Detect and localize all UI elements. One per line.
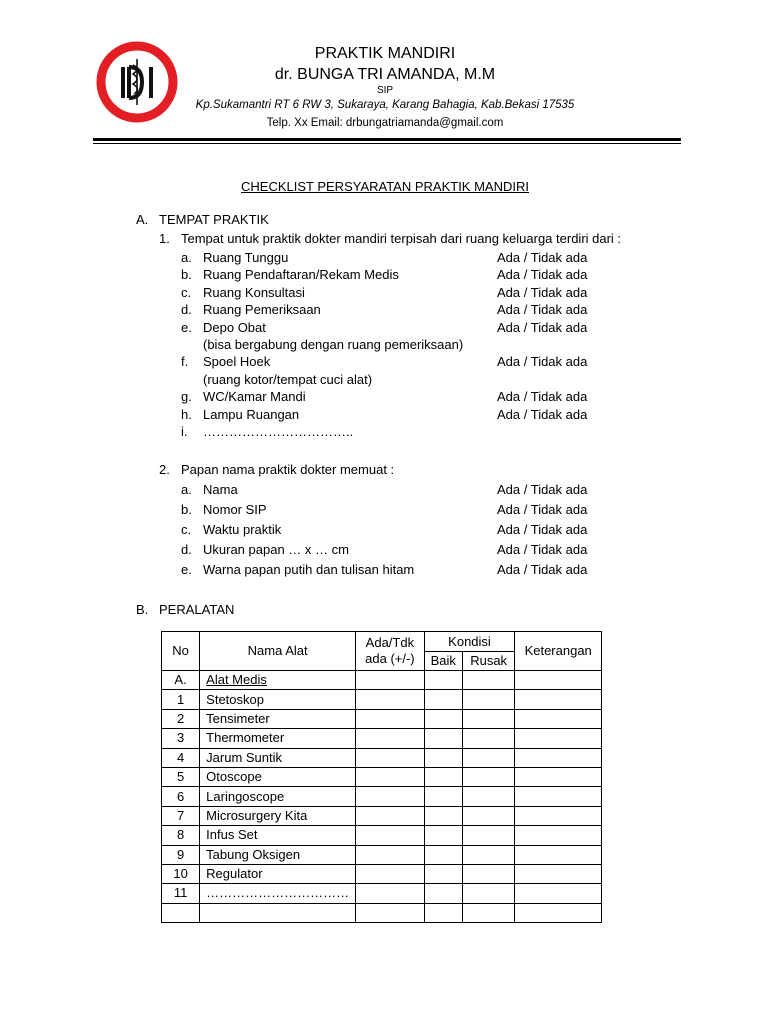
cell-keterangan[interactable] [515, 903, 602, 922]
cell-nama: …………………………… [200, 884, 356, 903]
table-row [162, 864, 602, 883]
cell-baik[interactable] [424, 884, 462, 903]
cell-no: 3 [162, 729, 200, 748]
list-item: Nomor SIP [203, 502, 267, 517]
cell-nama: Tabung Oksigen [200, 845, 356, 864]
col-header-nama: Nama Alat [200, 632, 356, 671]
list-item: WC/Kamar Mandi [203, 389, 306, 404]
list-item: Warna papan putih dan tulisan hitam [203, 562, 415, 577]
list-item-note: (ruang kotor/tempat cuci alat) [203, 372, 373, 387]
cell-no: 11 [162, 884, 200, 903]
status-option: Ada / Tidak ada [497, 302, 588, 317]
cell-nama: Laringoscope [200, 787, 356, 806]
cell-no: 2 [162, 709, 200, 728]
status-option: Ada / Tidak ada [497, 389, 588, 404]
list-letter: i. [181, 424, 188, 439]
cell-keterangan[interactable] [515, 767, 602, 786]
status-option: Ada / Tidak ada [497, 320, 588, 335]
cell-keterangan[interactable] [515, 826, 602, 845]
list-letter: b. [181, 267, 192, 282]
cell-nama: Infus Set [200, 826, 356, 845]
table-row [162, 767, 602, 786]
table-row [162, 729, 602, 748]
list-item: Lampu Ruangan [203, 407, 300, 422]
cell-no: A. [162, 671, 200, 690]
q1-number: 1. [159, 231, 170, 246]
cell-rusak[interactable] [462, 845, 514, 864]
list-letter: e. [181, 320, 192, 335]
status-option: Ada / Tidak ada [497, 267, 588, 282]
list-letter: d. [181, 302, 192, 317]
cell-no: 1 [162, 690, 200, 709]
cell-nama: Stetoskop [200, 690, 356, 709]
cell-ada[interactable] [356, 729, 424, 748]
status-option: Ada / Tidak ada [497, 502, 588, 517]
list-letter: h. [181, 407, 192, 422]
col-header-ada-line2: ada (+/-) [365, 651, 415, 666]
address: Kp.Sukamantri RT 6 RW 3, Sukaraya, Karang Bahagia, Kab.Bekasi 17535 [195, 99, 575, 111]
cell-baik[interactable] [424, 826, 462, 845]
cell-ada[interactable] [356, 671, 424, 690]
cell-rusak[interactable] [462, 826, 514, 845]
cell-nama [200, 903, 356, 922]
cell-nama: Microsurgery Kita [200, 806, 356, 825]
section-b-heading: PERALATAN [159, 602, 235, 617]
list-letter: e. [181, 562, 192, 577]
list-item: Ruang Tunggu [203, 250, 289, 265]
list-item: Nama [203, 482, 238, 497]
table-header-row [162, 632, 602, 652]
table-row [162, 826, 602, 845]
cell-baik[interactable] [424, 748, 462, 767]
table-row [162, 709, 602, 728]
cell-ada[interactable] [356, 690, 424, 709]
cell-nama: Tensimeter [200, 709, 356, 728]
cell-keterangan[interactable] [515, 806, 602, 825]
cell-rusak[interactable] [462, 903, 514, 922]
status-option: Ada / Tidak ada [497, 522, 588, 537]
cell-rusak[interactable] [462, 806, 514, 825]
table-row [162, 884, 602, 903]
cell-keterangan[interactable] [515, 864, 602, 883]
cell-ada[interactable] [356, 787, 424, 806]
col-header-ada [356, 632, 424, 671]
q1-text: Tempat untuk praktik dokter mandiri terpisah dari ruang keluarga terdiri dari : [181, 231, 622, 246]
col-header-baik: Baik [424, 652, 462, 671]
cell-ada[interactable] [356, 748, 424, 767]
header-divider-thin [93, 143, 681, 144]
status-option: Ada / Tidak ada [497, 542, 588, 557]
equipment-table [161, 631, 602, 923]
cell-rusak[interactable] [462, 864, 514, 883]
status-option: Ada / Tidak ada [497, 562, 588, 577]
cell-rusak[interactable] [462, 729, 514, 748]
cell-nama: Otoscope [200, 767, 356, 786]
status-option: Ada / Tidak ada [497, 250, 588, 265]
cell-baik[interactable] [424, 729, 462, 748]
cell-keterangan[interactable] [515, 729, 602, 748]
cell-no: 6 [162, 787, 200, 806]
list-letter: c. [181, 285, 192, 300]
cell-rusak[interactable] [462, 884, 514, 903]
sip-label: SIP [376, 85, 394, 96]
cell-rusak[interactable] [462, 787, 514, 806]
col-header-keterangan: Keterangan [515, 632, 602, 671]
cell-no [162, 903, 200, 922]
cell-no: 10 [162, 864, 200, 883]
section-a-heading: TEMPAT PRAKTIK [159, 212, 269, 227]
table-row [162, 748, 602, 767]
table-row [162, 690, 602, 709]
document-title: CHECKLIST PERSYARATAN PRAKTIK MANDIRI [241, 179, 529, 194]
cell-no: 5 [162, 767, 200, 786]
status-option: Ada / Tidak ada [497, 285, 588, 300]
cell-ada[interactable] [356, 709, 424, 728]
cell-ada[interactable] [356, 864, 424, 883]
cell-rusak[interactable] [462, 748, 514, 767]
cell-keterangan[interactable] [515, 709, 602, 728]
cell-nama: Regulator [200, 864, 356, 883]
cell-ada[interactable] [356, 884, 424, 903]
list-item: Ukuran papan … x … cm [203, 542, 349, 557]
cell-ada[interactable] [356, 903, 424, 922]
table-row [162, 806, 602, 825]
list-letter: f. [181, 354, 189, 369]
cell-nama [200, 671, 356, 690]
section-a-marker: A. [136, 212, 149, 227]
list-item: Depo Obat [203, 320, 266, 335]
cell-nama: Jarum Suntik [200, 748, 356, 767]
section-b-marker: B. [136, 602, 149, 617]
cell-ada[interactable] [356, 826, 424, 845]
q2-number: 2. [159, 462, 170, 477]
list-item: Ruang Pendaftaran/Rekam Medis [203, 267, 399, 282]
col-header-no: No [162, 632, 200, 671]
cell-baik[interactable] [424, 864, 462, 883]
list-letter: a. [181, 482, 192, 497]
category-label: Alat Medis [206, 672, 267, 688]
header-divider [93, 138, 681, 141]
list-item: Waktu praktik [203, 522, 282, 537]
cell-baik[interactable] [424, 806, 462, 825]
list-letter: g. [181, 389, 192, 404]
q2-text: Papan nama praktik dokter memuat : [181, 462, 395, 477]
cell-baik[interactable] [424, 767, 462, 786]
col-header-rusak: Rusak [462, 652, 514, 671]
cell-no: 4 [162, 748, 200, 767]
cell-baik[interactable] [424, 845, 462, 864]
cell-ada[interactable] [356, 845, 424, 864]
cell-ada[interactable] [356, 806, 424, 825]
list-item: Ruang Pemeriksaan [203, 302, 321, 317]
list-item: Spoel Hoek [203, 354, 271, 369]
cell-baik[interactable] [424, 709, 462, 728]
table-row [162, 903, 602, 922]
col-header-ada-line1: Ada/Tdk [365, 635, 415, 650]
cell-no: 7 [162, 806, 200, 825]
cell-baik[interactable] [424, 690, 462, 709]
col-header-kondisi: Kondisi [424, 632, 515, 652]
practice-name: PRAKTIK MANDIRI [314, 45, 456, 62]
cell-nama: Thermometer [200, 729, 356, 748]
cell-no: 8 [162, 826, 200, 845]
table-row [162, 845, 602, 864]
list-letter: a. [181, 250, 192, 265]
cell-baik[interactable] [424, 671, 462, 690]
status-option: Ada / Tidak ada [497, 407, 588, 422]
cell-rusak[interactable] [462, 690, 514, 709]
cell-ada[interactable] [356, 767, 424, 786]
list-item: Ruang Konsultasi [203, 285, 305, 300]
table-row [162, 671, 602, 690]
status-option: Ada / Tidak ada [497, 354, 588, 369]
cell-rusak[interactable] [462, 709, 514, 728]
cell-baik[interactable] [424, 903, 462, 922]
list-letter: b. [181, 502, 192, 517]
cell-keterangan[interactable] [515, 690, 602, 709]
list-item: …………………………….. [203, 424, 354, 439]
list-item-note: (bisa bergabung dengan ruang pemeriksaan) [203, 337, 464, 352]
cell-no: 9 [162, 845, 200, 864]
cell-rusak[interactable] [462, 767, 514, 786]
list-letter: c. [181, 522, 192, 537]
cell-baik[interactable] [424, 787, 462, 806]
list-letter: d. [181, 542, 192, 557]
cell-keterangan[interactable] [515, 787, 602, 806]
contact-line: Telp. Xx Email: drbungatriamanda@gmail.com [266, 117, 504, 129]
cell-keterangan[interactable] [515, 884, 602, 903]
cell-keterangan[interactable] [515, 845, 602, 864]
status-option: Ada / Tidak ada [497, 482, 588, 497]
table-row [162, 787, 602, 806]
cell-keterangan[interactable] [515, 748, 602, 767]
cell-keterangan[interactable] [515, 671, 602, 690]
cell-rusak[interactable] [462, 671, 514, 690]
doctor-name: dr. BUNGA TRI AMANDA, M.M [274, 66, 496, 83]
